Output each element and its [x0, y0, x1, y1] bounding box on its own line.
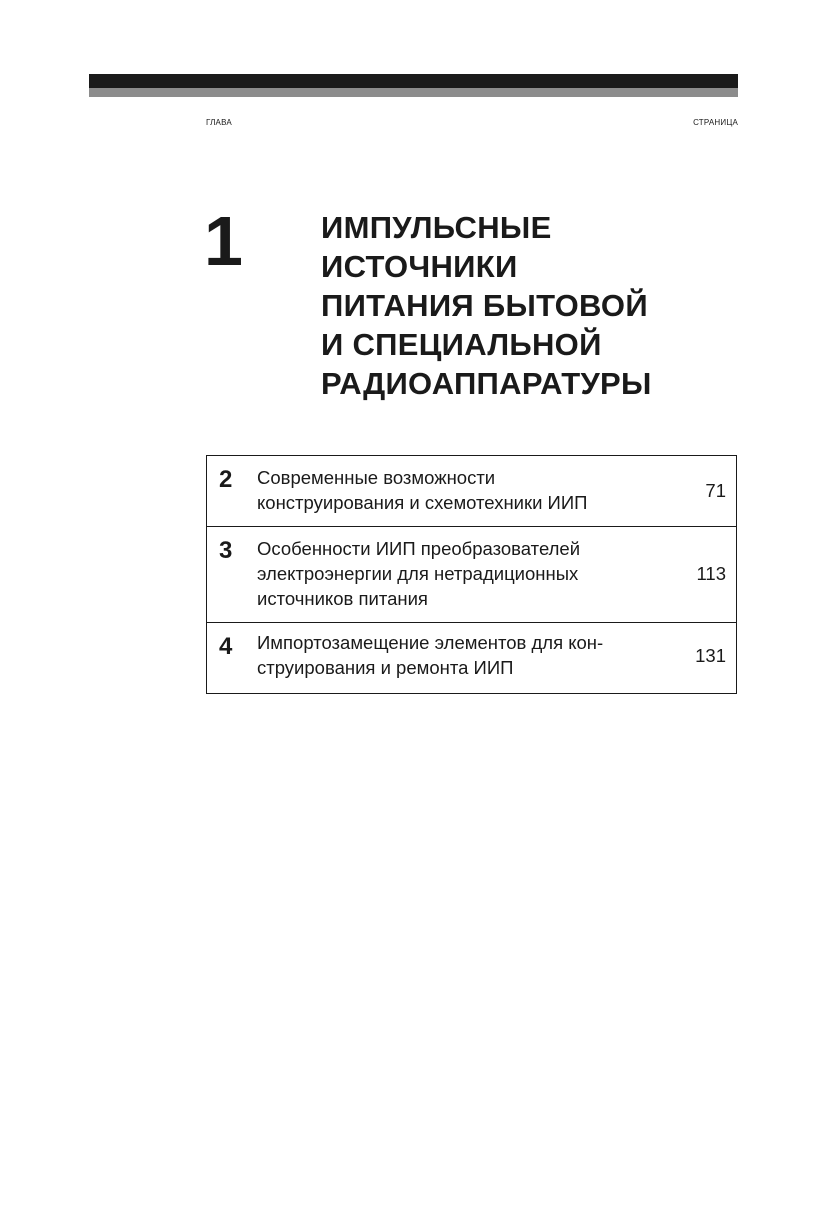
chapter-column-label: ГЛАВА	[206, 118, 232, 127]
chapter-title-line: ИСТОЧНИКИ	[321, 249, 518, 284]
toc-chapter-number: 2	[219, 466, 233, 493]
table-of-contents	[206, 455, 737, 694]
toc-entry-chapter-2[interactable]	[207, 456, 736, 527]
page-column-label: СТРАНИЦА	[693, 118, 738, 127]
chapter-number: 1	[204, 202, 243, 280]
toc-title-line: конструирования и схемотехники ИИП	[257, 492, 588, 513]
toc-title-line: Импортозамещение элементов для кон-	[257, 632, 604, 653]
toc-chapter-number: 4	[219, 633, 233, 660]
toc-entry-chapter-3[interactable]	[207, 527, 736, 623]
chapter-title-line: И СПЕЦИАЛЬНОЙ	[321, 327, 602, 362]
toc-chapter-title	[257, 630, 603, 680]
chapter-title-line: ПИТАНИЯ БЫТОВОЙ	[321, 288, 648, 323]
toc-title-line: электроэнергии для нетрадиционных	[257, 563, 579, 584]
toc-page-number: 113	[696, 563, 726, 584]
toc-title-line: Особенности ИИП преобразователей	[257, 538, 581, 559]
toc-title-line: Современные возможности	[257, 467, 496, 488]
toc-title-line: струирования и ремонта ИИП	[257, 657, 514, 678]
chapter-title-line: РАДИОАППАРАТУРЫ	[321, 366, 652, 401]
toc-page-number: 131	[695, 645, 726, 666]
chapter-title	[321, 208, 741, 403]
toc-chapter-title	[257, 536, 580, 611]
header-bar-dark	[89, 74, 738, 88]
toc-entry-chapter-4[interactable]	[207, 623, 736, 693]
header-bar-gray	[89, 88, 738, 97]
toc-chapter-title	[257, 465, 587, 515]
chapter-title-line: ИМПУЛЬСНЫЕ	[321, 210, 552, 245]
toc-page-number: 71	[705, 480, 726, 501]
toc-chapter-number: 3	[219, 537, 233, 564]
toc-title-line: источников питания	[257, 588, 428, 609]
